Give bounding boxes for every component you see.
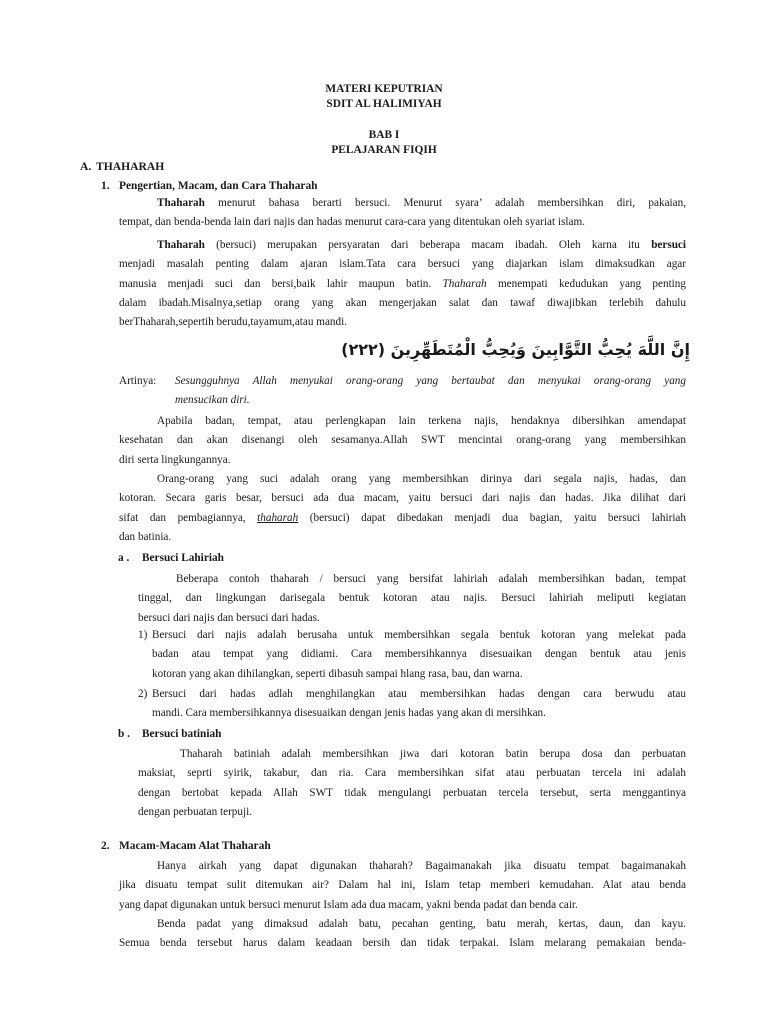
subheading-a — [118, 552, 224, 564]
paragraph — [119, 915, 686, 954]
text-line: dan batinia. — [119, 530, 172, 543]
subheading-title: Bersuci batiniah — [142, 728, 222, 740]
document-header — [0, 82, 768, 158]
subheading-title: Bersuci Lahiriah — [142, 552, 224, 564]
subheading-b — [118, 728, 221, 740]
text-line: Beberapa contoh thaharah / bersuci yang bersifat lahiriah adalah membersihkan badan, tempat — [176, 573, 686, 585]
text-line: Bersuci dari najis adalah berusaha untuk membersihkan segala bentuk kotoran yang melekat pada — [152, 629, 686, 641]
text-line: maksiat, seprti syirik, takabur, dan ria. Cara membersihkan sifat atau perbuatan tercela ini adalah — [138, 767, 686, 780]
text-line: Hanya airkah yang dapat digunakan thaharah? Bagaimanakah jika disuatu tempat bagaimanakah — [157, 860, 686, 872]
section-title: THAHARAH — [96, 160, 165, 173]
text-line: Bersuci dari hadas adlah menghilangkan atau membersihkan hadas dengan cara berwudu atau — [152, 688, 686, 700]
text-line: Apabila badan, tempat, atau perlengkapan lain terkena najis, hendaknya dibersihkan amendapat — [157, 415, 686, 427]
header-subject: PELAJARAN FIQIH — [331, 144, 437, 156]
text-line: dalam ibadah.Misalnya,setiap orang yang akan mengerjakan salat dan tawaf diwajibkan terlebih dahulu — [119, 296, 686, 309]
subsection-number: 2. — [101, 840, 110, 852]
subsection-heading-2 — [101, 840, 271, 852]
text-line: manusia menjadi suci dan bersi,baik lahir maupun batin. Thaharah menempati kedudukan yang penting — [119, 277, 686, 290]
paragraph — [119, 236, 686, 332]
subsection-title: Macam-Macam Alat Thaharah — [119, 840, 271, 852]
header-school: SDIT AL HALIMIYAH — [326, 98, 442, 110]
subsection-number: 1. — [101, 180, 110, 192]
text-line: jika disuatu tempat sulit ditemukan air? Dalam hal ini, Islam tetap memberi kemudahan. Alat atau benda — [119, 879, 686, 892]
paragraph — [119, 470, 686, 547]
text-line: kotoran yang akan dihilangkan, seperti dibasuh sampai hlang rasa, bau, dan warna. — [152, 667, 523, 680]
list-number: 1) — [138, 629, 148, 641]
text-line: kesehatan dan akan disenangi oleh sesamanya.Allah SWT mencintai orang-orang yang membersihkan — [119, 434, 686, 447]
arabic-verse: إِنَّ اللَّهَ يُحِبُّ التَّوَّابِينَ وَيُحِبُّ الْمُتَطَهِّرِينَ (٢٢٢) — [341, 340, 690, 359]
text-line: mensucikan diri. — [175, 394, 250, 407]
paragraph — [138, 745, 686, 822]
text-line: Thaharah (bersuci) merupakan persyaratan dari beberapa macam ibadah. Oleh karna itu bersuci — [157, 239, 686, 251]
text-line: diri serta lingkungannya. — [119, 453, 231, 466]
translation — [119, 372, 686, 411]
subsection-heading-1 — [101, 180, 318, 192]
text-line: Sesungguhnya Allah menyukai orang-orang yang bertaubat dan menyukai orang-orang yang — [175, 375, 686, 387]
text-line: berThaharah,sepertih berudu,tayamum,atau mandi. — [119, 316, 348, 329]
text-line: Thaharah menurut bahasa berarti bersuci. Menurut syara’ adalah membersihkan diri, pakaian, — [157, 197, 686, 209]
paragraph — [119, 412, 686, 470]
text-line: tempat, dan benda-benda lain dari najis dan hadas menurut cara-cara yang ditentukan oleh syariat islam. — [119, 216, 585, 229]
translation-label: Artinya: — [119, 375, 157, 387]
text-line: Thaharah batiniah adalah membersihkan jiwa dari kotoran batin berupa dosa dan perbuatan — [180, 748, 686, 760]
subheading-number: a . — [118, 552, 130, 564]
text-line: badan atau tempat yang didiami. Cara membersihkannya disesuaikan dengan bentuk atau jenis — [152, 648, 686, 661]
text-line: yang dapat digunakan untuk bersuci menurut Islam ada dua macam, yakni benda padat dan benda cair. — [119, 898, 578, 911]
subsection-title: Pengertian, Macam, dan Cara Thaharah — [119, 180, 318, 192]
text-line: sifat dan pembagiannya, thaharah (bersuci) dapat dibedakan menjadi dua bagian, yaitu bersuci lahiriah — [119, 511, 686, 524]
text-line: mandi. Cara membersihkannya disesuaikan dengan jenis hadas yang akan di mersihkan. — [152, 707, 546, 720]
text-line: dengan bertobat kepada Allah SWT tidak mengulangi perbuatan tercela tersebut, serta menggantinya — [138, 786, 686, 799]
text-line: Benda padat yang dimaksud adalah batu, pecahan genting, batu merah, kertas, daun, dan kayu. — [157, 918, 686, 930]
text-line: kotoran. Secara garis besar, bersuci ada dua macam, yaitu bersuci dari najis dan hadas. Jika dilihat dari — [119, 492, 686, 505]
list-item — [152, 685, 686, 724]
paragraph — [119, 857, 686, 915]
section-heading — [80, 160, 164, 173]
subheading-number: b . — [118, 728, 130, 740]
header-title: MATERI KEPUTRIAN — [325, 83, 443, 95]
header-chapter: BAB I — [368, 129, 400, 141]
paragraph — [138, 570, 686, 628]
section-number: A. — [80, 160, 92, 173]
text-line: Semua benda tersebut harus dalam keadaan bersih dan tidak terpakai. Islam melarang pemakaian benda- — [119, 937, 686, 950]
text-line: menjadi masalah penting dalam ajaran islam.Tata cara bersuci yang diajarkan islam dimaksudkan agar — [119, 258, 686, 271]
text-line: dengan perbuatan terpuji. — [138, 805, 253, 818]
list-item — [152, 626, 686, 684]
text-line: tinggal, dan lingkungan darisegala bentuk kotoran atau najis. Bersuci lahiriah meliputi kegiatan — [138, 592, 686, 605]
text-line: Orang-orang yang suci adalah orang yang membersihkan dirinya dari segala najis, hadas, dan — [157, 473, 686, 485]
list-number: 2) — [138, 688, 148, 700]
paragraph — [119, 194, 686, 233]
text-line: bersuci dari najis dan bersuci dari hadas. — [138, 611, 320, 624]
